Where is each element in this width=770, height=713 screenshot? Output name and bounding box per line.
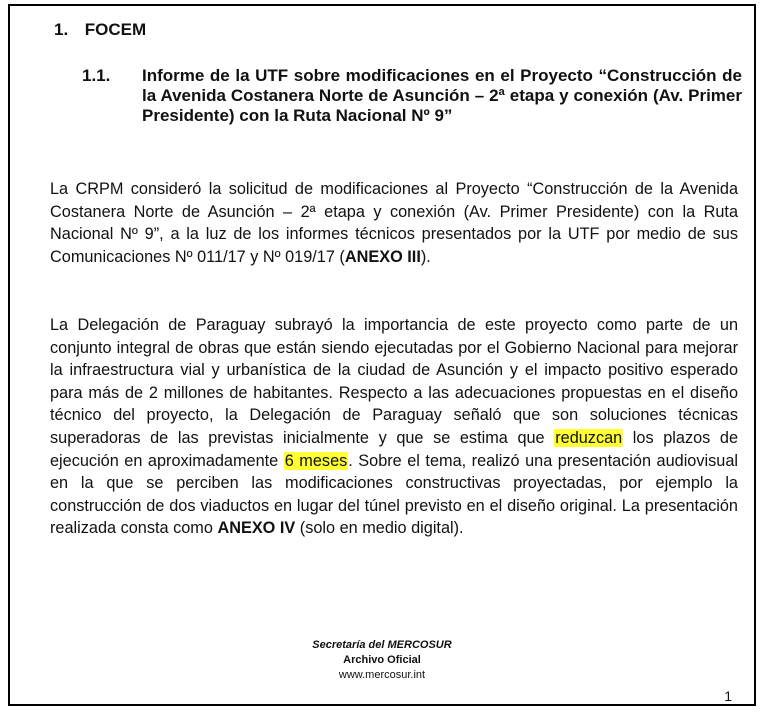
paragraph-2-part4: (solo en medio digital). bbox=[295, 519, 464, 538]
paragraph-2-annex: ANEXO IV bbox=[217, 519, 296, 538]
paragraph-2 bbox=[50, 314, 738, 540]
paragraph-2-part3: . Sobre el tema, realizó una presentación audiovisual en la que se perciben las modificaciones constructivas proyectadas, por ejemplo la construcción de dos viaductos en lugar del túnel previsto en el diseño original. La presentación realizada consta como bbox=[50, 451, 738, 538]
highlight-6-meses: 6 meses bbox=[284, 451, 348, 470]
subsection-title: Informe de la UTF sobre modificaciones en el Proyecto “Construcción de la Avenida Costanera Norte de Asunción – 2ª etapa y conexión (Av. Primer Presidente) con la Ruta Nacional Nº 9” bbox=[142, 66, 742, 125]
footer-archive: Archivo Oficial bbox=[343, 654, 421, 666]
footer-org: Secretaría del MERCOSUR bbox=[312, 639, 452, 651]
paragraph-1-end: ). bbox=[420, 247, 431, 266]
paragraph-1-annex: ANEXO III bbox=[344, 247, 421, 266]
paragraph-2-part2: los plazos de ejecución en aproximadamente bbox=[50, 428, 739, 470]
paragraph-1 bbox=[50, 178, 738, 268]
document-page bbox=[8, 4, 756, 706]
footer bbox=[10, 638, 754, 683]
section-heading bbox=[54, 20, 146, 40]
section-number: 1. bbox=[54, 20, 69, 39]
page-number: 1 bbox=[724, 688, 732, 704]
subsection-heading bbox=[82, 66, 742, 126]
footer-url: www.mercosur.int bbox=[338, 669, 426, 681]
paragraph-1-text: La CRPM consideró la solicitud de modificaciones al Proyecto “Construcción de la Avenida Costanera Norte de Asunción – 2ª etapa y conexión (Av. Primer Presidente) con la Ruta Nacional Nº 9”, a la luz de los informes técnicos presentados por la UTF por medio de sus Comunicaciones Nº 011/17 y Nº 019/17 ( bbox=[50, 180, 738, 266]
highlight-reduzcan: reduzcan bbox=[555, 428, 623, 447]
paragraph-2-part1: La Delegación de Paraguay subrayó la importancia de este proyecto como parte de un conjunto integral de obras que están siendo ejecutadas por el Gobierno Nacional para mejorar la infraestructura vial y urbanística de la ciudad de Asunción y el impacto positivo esperado para más de 2 millones de habitantes. Respecto a las adecuaciones propuestas en el diseño técnico del proyecto, la Delegación de Paraguay señaló que son soluciones técnicas superadoras de las previstas inicialmente y que se estima que bbox=[50, 316, 738, 447]
subsection-number: 1.1. bbox=[82, 66, 111, 85]
section-title: FOCEM bbox=[84, 20, 147, 39]
